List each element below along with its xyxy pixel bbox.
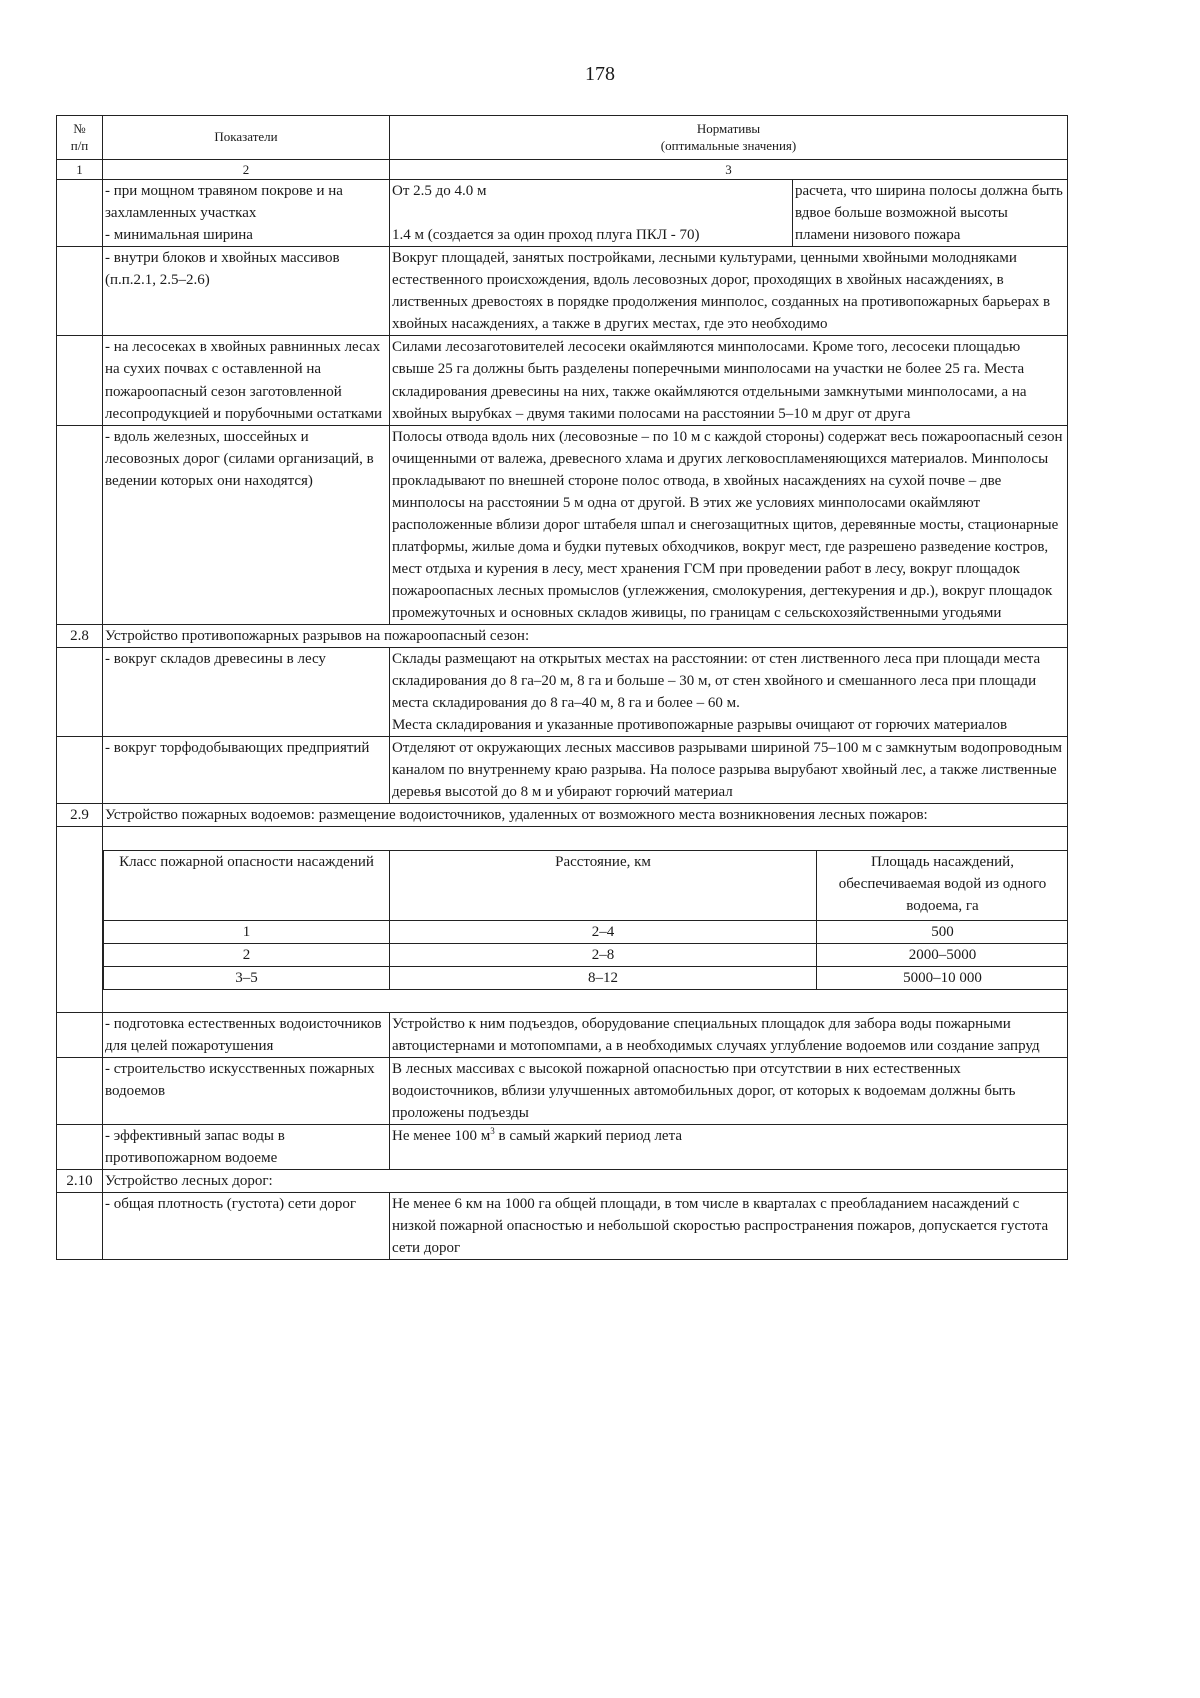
row-number [57,180,103,247]
row-norm: Устройство к ним подъездов, оборудование специальных площадок для забора воды пожарными автоцистернами и мотопомпами, а в необходимых случаях углубление водоемов или создание запруд [390,1012,1068,1057]
row-indicator: - вдоль железных, шоссейных и лесовозных дорог (силами организаций, в ведении которых они находятся) [103,425,390,624]
row-norm: В лесных массивах с высокой пожарной опасностью при отсутствии в них естественных водоисточников, вблизи улучшенных автомобильных дорог, от которых к водоемам должны быть проложены подъезды [390,1057,1068,1124]
table-row [57,1057,1068,1124]
subtable-header-area: Площадь насаждений, обеспечиваемая водой из одного водоема, га [817,850,1068,920]
row-number [57,1124,103,1169]
row-number [57,1012,103,1057]
header-col-2: 2 [103,160,390,180]
row-indicator: - строительство искусственных пожарных водоемов [103,1057,390,1124]
row-indicator: - подготовка естественных водоисточников для целей пожаротушения [103,1012,390,1057]
table-row [57,1124,1068,1169]
norms-table [56,115,1068,1260]
norm-text: Не менее 100 м [392,1127,491,1144]
subtable-header-row [104,850,1068,920]
header-numbers-row [57,160,1068,180]
row-number [57,425,103,624]
table-row [57,425,1068,624]
subtable-class: 2 [104,943,390,966]
row-number [57,827,103,1012]
subtable-area: 5000–10 000 [817,966,1068,989]
table-row [57,1012,1068,1057]
water-source-subtable-cell [103,827,1068,1012]
subtable-row [104,943,1068,966]
table-row [57,648,1068,737]
row-number [57,1193,103,1260]
row-indicator: - внутри блоков и хвойных массивов (п.п.2.1, 2.5–2.6) [103,247,390,336]
section-title: Устройство лесных дорог: [103,1170,1068,1193]
row-norm: Отделяют от окружающих лесных массивов разрывами шириной 75–100 м с замкнутым водопроводным каналом по внутреннему краю разрыва. На полосе разрыва вырубают хвойный лес, а также лиственные деревья высотой до 8 м и убирают горючий материал [390,737,1068,804]
table-row [57,1193,1068,1260]
row-indicator: - общая плотность (густота) сети дорог [103,1193,390,1260]
row-norm: Вокруг площадей, занятых постройками, лесными культурами, ценными хвойными молодняками естественного происхождения, вдоль лесовозных дорог, проходящих в хвойных насаждениях, в лиственных древостоях в порядке продолжения минполос, созданных на противопожарных барьерах в хвойных насаждениях, а также в других местах, где это необходимо [390,247,1068,336]
section-number: 2.10 [57,1170,103,1193]
section-title: Устройство пожарных водоемов: размещение водоисточников, удаленных от возможного места возникновения лесных пожаров: [103,804,1068,827]
row-norm-note: расчета, что ширина полосы должна быть вдвое больше возможной высоты пламени низового пожара [793,180,1068,247]
row-indicator: - эффективный запас воды в противопожарном водоеме [103,1124,390,1169]
row-indicator: - при мощном травяном покрове и на захламленных участках - минимальная ширина [103,180,390,247]
subtable-area: 2000–5000 [817,943,1068,966]
header-row [57,116,1068,160]
row-norm: Полосы отвода вдоль них (лесовозные – по 10 м с каждой стороны) содержат весь пожароопасный сезон очищенными от валежа, древесного хлама и других легковоспламеняющихся материалов. Минполосы прокладывают по внешней стороне полос отвода, в хвойных насаждениях на сухой почве – две минполосы на расстоянии 5 м одна от другой. В этих же условиях минполосами окаймляют расположенные вблизи дорог штабеля шпал и снегозащитных щитов, деревянные мосты, стационарные платформы, жилые дома и будки путевых обходчиков, вокруг мест, где разрешено разведение костров, мест отдыха и курения в лесу, мест хранения ГСМ при проведении работ в лесу, вокруг площадок пожароопасных лесных промыслов (углежжения, смолокурения, дегтекурения и др.), вокруг площадок промежуточных и основных складов живицы, по границам с сельскохозяйственными угодьями [390,425,1068,624]
norm-superscript: 3 [490,1125,495,1136]
table-row [57,180,1068,247]
table-row [57,737,1068,804]
subtable-class: 1 [104,920,390,943]
table-row [57,247,1068,336]
row-norm [390,1124,1068,1169]
subtable-distance: 8–12 [390,966,817,989]
subtable-row [104,920,1068,943]
section-row [57,1170,1068,1193]
row-number [57,336,103,425]
norm-text-suffix: в самый жаркий период лета [494,1127,682,1144]
header-col-3: 3 [390,160,1068,180]
header-norms: Нормативы (оптимальные значения) [390,116,1068,160]
row-indicator: - на лесосеках в хвойных равнинных лесах на сухих почвах с оставленной на пожароопасный сезон заготовленной лесопродукцией и порубочными остатками [103,336,390,425]
row-norm: Склады размещают на открытых местах на расстоянии: от стен лиственного леса при площади места складирования до 8 га–20 м, 8 га и больше – 30 м, от стен хвойного и смешанного леса при площади места складирования до 8 га–40 м, 8 га и более – 60 м. Места складирования и указанные противопожарные разрывы очищают от горючих материалов [390,648,1068,737]
subtable-row [57,827,1068,1012]
section-number: 2.9 [57,804,103,827]
subtable-distance: 2–4 [390,920,817,943]
subtable-header-class: Класс пожарной опасности насаждений [104,850,390,920]
section-title: Устройство противопожарных разрывов на пожароопасный сезон: [103,625,1068,648]
header-col-1: 1 [57,160,103,180]
header-indicators: Показатели [103,116,390,160]
row-number [57,737,103,804]
row-norm: Не менее 6 км на 1000 га общей площади, в том числе в кварталах с преобладанием насаждений с низкой пожарной опасностью и небольшой скоростью распространения пожаров, допускается густота сети дорог [390,1193,1068,1260]
subtable-class: 3–5 [104,966,390,989]
header-num: № п/п [57,116,103,160]
row-number [57,247,103,336]
row-number [57,648,103,737]
subtable-row [104,966,1068,989]
row-norm: От 2.5 до 4.0 м 1.4 м (создается за один проход плуга ПКЛ - 70) [390,180,793,247]
table-row [57,336,1068,425]
row-norm: Силами лесозаготовителей лесосеки окаймляются минполосами. Кроме того, лесосеки площадью свыше 25 га должны быть разделены поперечными минполосами на участки не более 25 га. Места складирования древесины на них, также окаймляются отдельными замкнутыми минполосами, а на хвойных вырубках – двумя такими полосами на расстоянии 5–10 м друг от друга [390,336,1068,425]
row-indicator: - вокруг складов древесины в лесу [103,648,390,737]
section-row [57,625,1068,648]
subtable-area: 500 [817,920,1068,943]
row-indicator: - вокруг торфодобывающих предприятий [103,737,390,804]
page-number: 178 [585,63,615,85]
subtable-header-distance: Расстояние, км [390,850,817,920]
water-source-subtable [103,850,1068,990]
section-row [57,804,1068,827]
subtable-distance: 2–8 [390,943,817,966]
section-number: 2.8 [57,625,103,648]
row-number [57,1057,103,1124]
